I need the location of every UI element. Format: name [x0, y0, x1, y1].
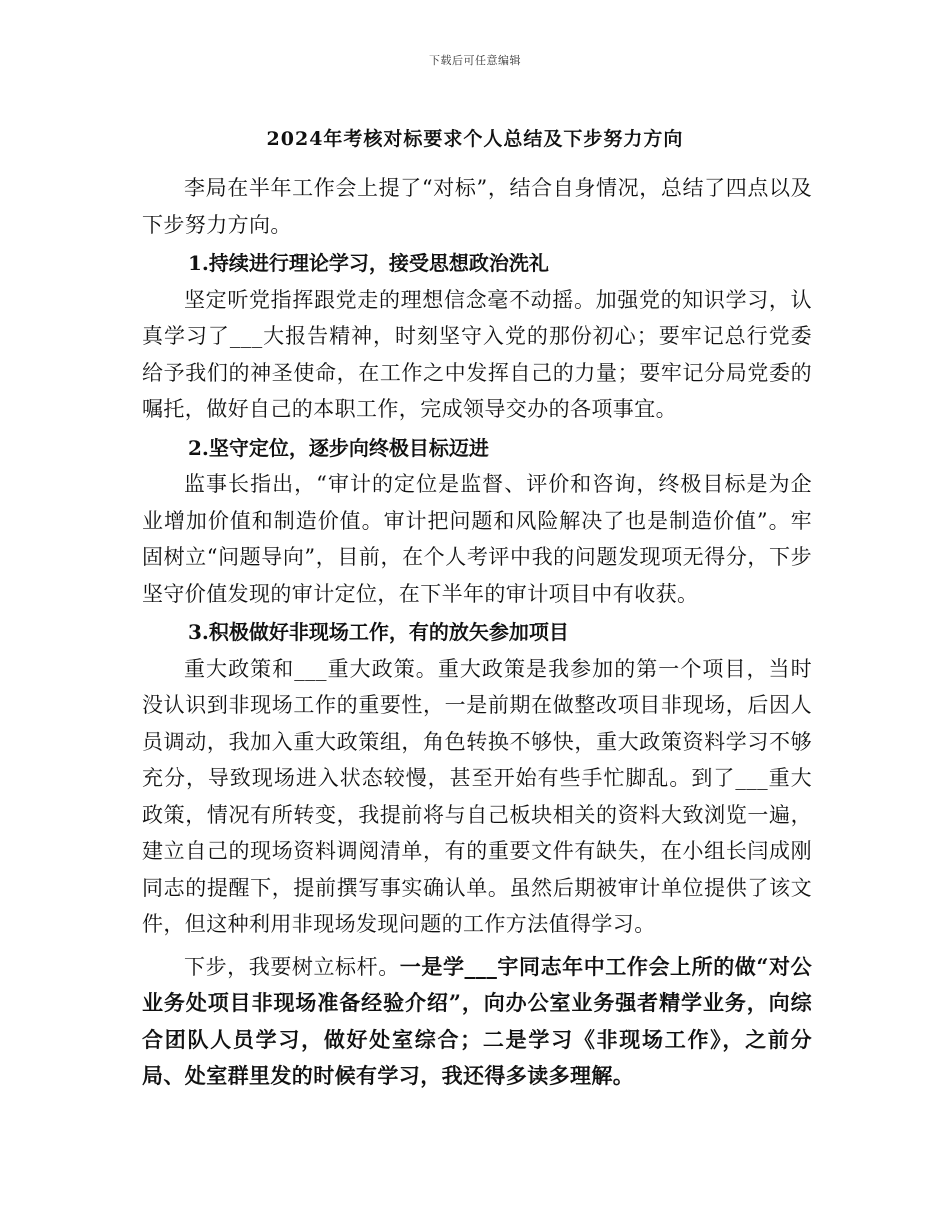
- section-1-paragraph: 坚定听党指挥跟党走的理想信念毫不动摇。加强党的知识学习，认真学习了___大报告精神，时刻坚守入党的那份初心；要牢记总行党委给予我们的神圣使命，在工作之中发挥自己的力量；要牢记分局党委的嘱托，做好自己的本职工作，完成领导交办的各项事宜。: [142, 287, 812, 421]
- next-step-bold-text: 一是学___宇同志年中工作会上所的做“对公业务处项目非现场准备经验介绍”，向办公室业务强者精学业务，向综合团队人员学习，做好处室综合；二是学习《非现场工作》，之前分局、处室群里发的时候有学习，我还得多读多理解。: [142, 953, 812, 1088]
- section-1-heading: 1.持续进行理论学习，接受思想政治洗礼: [188, 251, 549, 275]
- next-step-lead: 下步，我要树立标杆。: [184, 954, 400, 979]
- intro-paragraph: 李局在半年工作会上提了“对标”，结合自身情况，总结了四点以及下步努力方向。: [142, 176, 812, 237]
- document-body: [142, 170, 812, 1095]
- document-title: 2024年考核对标要求个人总结及下步努力方向: [266, 128, 684, 150]
- section-3-paragraph: 重大政策和___重大政策。重大政策是我参加的第一个项目，当时没认识到非现场工作的重要性，一是前期在做整改项目非现场，后因人员调动，我加入重大政策组，角色转换不够快，重大政策资料学习不够充分，导致现场进入状态较慢，甚至开始有些手忙脚乱。到了___重大政策，情况有所转变，我提前将与自己板块相关的资料大致浏览一遍，建立自己的现场资料调阅清单，有的重要文件有缺失，在小组长闫成刚同志的提醒下，提前撰写事实确认单。虽然后期被审计单位提供了该文件，但这种利用非现场发现问题的工作方法值得学习。: [142, 656, 812, 936]
- section-2-heading: 2.坚守定位，逐步向终极目标迈进: [188, 435, 489, 460]
- section-3-heading: 3.积极做好非现场工作，有的放矢参加项目: [188, 620, 569, 644]
- page-header-note: 下载后可任意编辑: [429, 54, 521, 67]
- section-2-paragraph: 监事长指出，“审计的定位是监督、评价和咨询，终极目标是为企业增加价值和制造价值。审计把问题和风险解决了也是制造价值”。牢固树立“问题导向”，目前，在个人考评中我的问题发现项无得分，下步坚守价值发现的审计定位，在下半年的审计项目中有收获。: [142, 472, 812, 606]
- next-step-paragraph: [142, 949, 812, 1095]
